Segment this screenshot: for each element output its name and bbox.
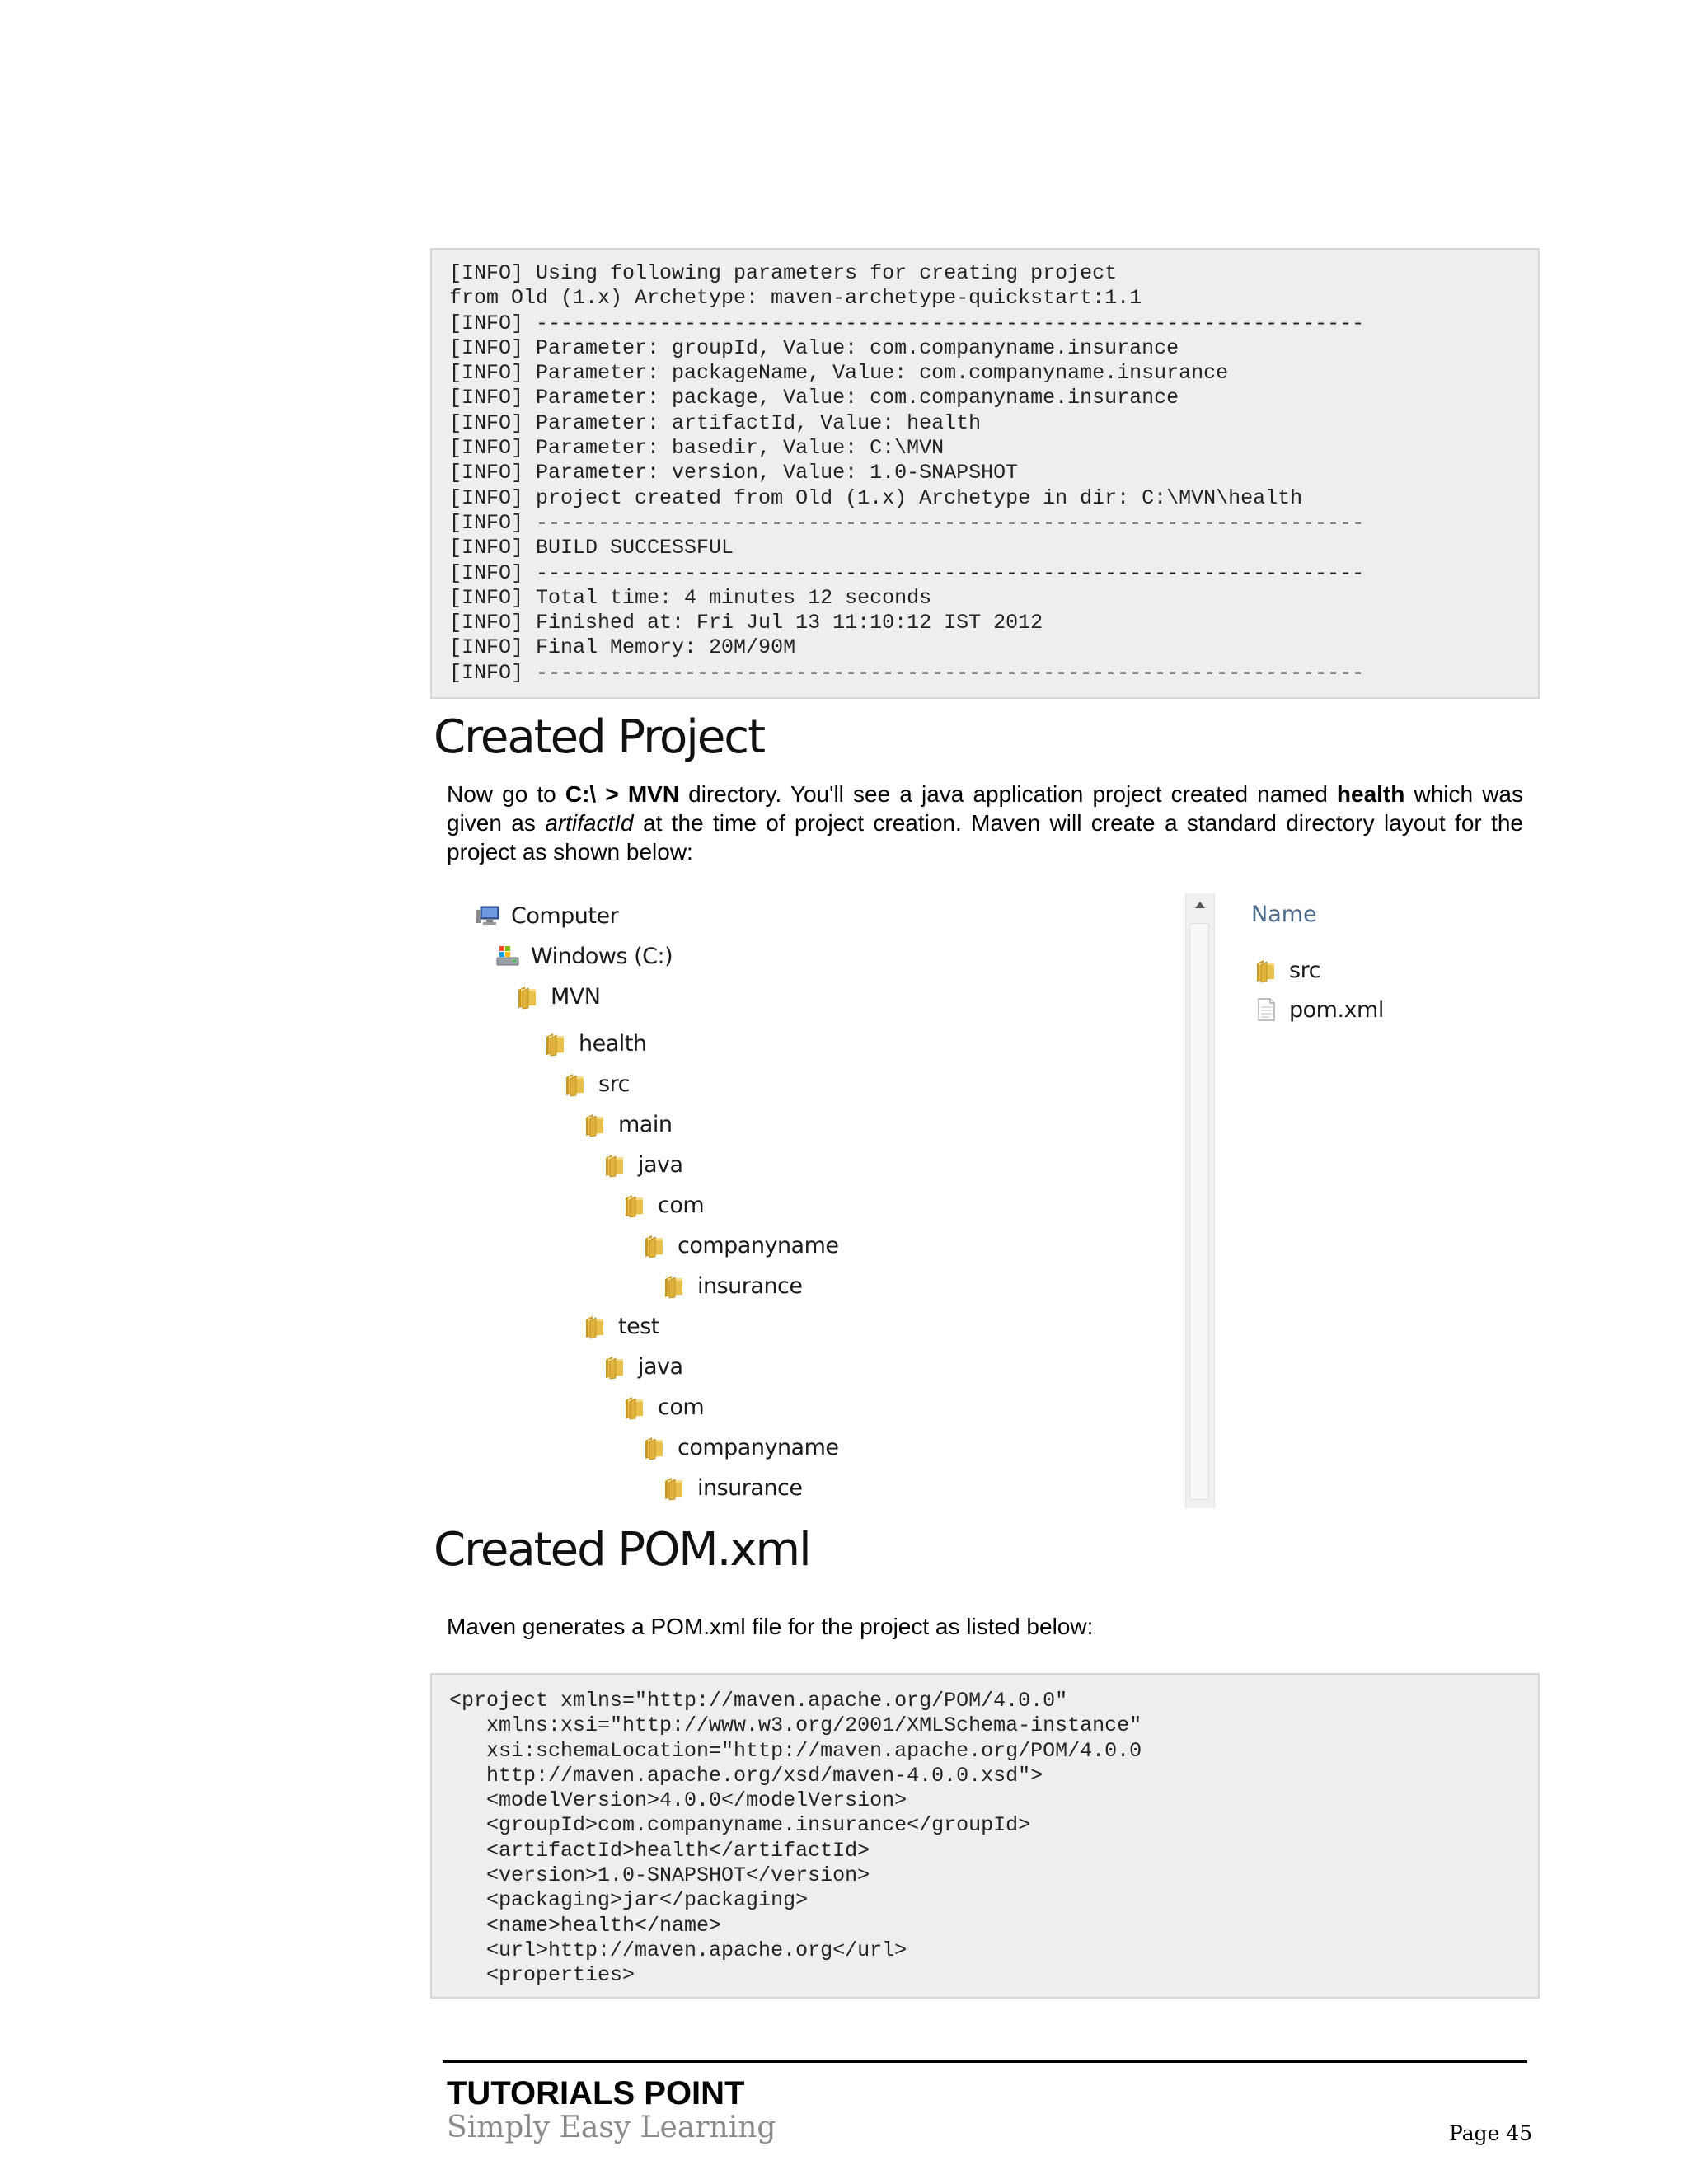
- tree-item-companyname[interactable]: [641, 1226, 839, 1264]
- console-line: [INFO] Parameter: packageName, Value: com.companyname.insurance: [449, 361, 1229, 386]
- pom-code-text: [449, 1689, 1538, 1989]
- tree-item-main[interactable]: [582, 1105, 672, 1143]
- console-line: [INFO] -------------------------------------------------------------------: [449, 660, 1365, 685]
- tree-item-java[interactable]: [602, 1347, 683, 1385]
- tree-item-insurance[interactable]: [661, 1469, 803, 1507]
- footer-brand: TUTORIALS POINT: [447, 2075, 745, 2111]
- pom-code-line: <artifactId>health</artifactId>: [486, 1838, 870, 1863]
- console-line: from Old (1.x) Archetype: maven-archetype-quickstart:1.1: [449, 286, 1142, 311]
- para-text: which was given as: [447, 781, 1523, 836]
- folder-icon: [602, 1353, 628, 1380]
- footer-divider: [443, 2060, 1527, 2063]
- console-line: [INFO] Final Memory: 20M/90M: [449, 635, 796, 660]
- folder-icon: [661, 1272, 687, 1299]
- section-heading-created-pom: Created POM.xml: [434, 1523, 810, 1577]
- pom-code-line: xmlns:xsi="http://www.w3.org/2001/XMLSchema-instance": [486, 1713, 1142, 1738]
- file-item-label: pom.xml: [1289, 996, 1384, 1023]
- tree-item-java[interactable]: [602, 1146, 683, 1183]
- folder-icon: [661, 1474, 687, 1501]
- console-line: [INFO] Using following parameters for creating project: [449, 261, 1118, 285]
- tree-item-label: main: [618, 1111, 673, 1137]
- console-line: [INFO] Finished at: Fri Jul 13 11:10:12 IST 2012: [449, 611, 1043, 635]
- tree-item-label: insurance: [697, 1474, 803, 1501]
- tree-item-label: java: [638, 1353, 683, 1380]
- folder-icon: [542, 1030, 569, 1057]
- file-item-label: src: [1289, 957, 1320, 983]
- pom-code-line: <project xmlns="http://maven.apache.org/POM/4.0.0": [449, 1689, 1068, 1713]
- console-line: [INFO] Parameter: artifactId, Value: health: [449, 410, 982, 435]
- pom-code-line: <version>1.0-SNAPSHOT</version>: [486, 1863, 870, 1888]
- scroll-up-arrow-icon[interactable]: [1195, 902, 1205, 908]
- pom-code-line: <packaging>jar</packaging>: [486, 1888, 809, 1913]
- console-line: [INFO] Parameter: package, Value: com.companyname.insurance: [449, 386, 1179, 410]
- page-number: Page 45: [1449, 2121, 1533, 2145]
- console-line: [INFO] Parameter: version, Value: 1.0-SNAPSHOT: [449, 461, 1019, 485]
- file-icon: [1253, 996, 1279, 1023]
- console-line: [INFO] Parameter: basedir, Value: C:\MVN: [449, 436, 945, 461]
- drive-icon: [495, 943, 521, 969]
- file-item-pom-xml[interactable]: [1253, 991, 1384, 1029]
- folder-icon: [621, 1394, 648, 1420]
- console-line: [INFO] Parameter: groupId, Value: com.companyname.insurance: [449, 335, 1179, 360]
- tree-item-label: test: [618, 1313, 659, 1339]
- para-text: Now go to: [447, 781, 565, 807]
- folder-icon: [582, 1313, 608, 1339]
- folder-icon: [602, 1151, 628, 1178]
- para-bold-project: health: [1336, 781, 1405, 807]
- tree-item-label: src: [598, 1071, 630, 1097]
- folder-content-pane: [1215, 893, 1526, 1508]
- pom-code-line: <modelVersion>4.0.0</modelVersion>: [486, 1788, 907, 1813]
- para-text: directory. You'll see a java application project created named: [679, 781, 1337, 807]
- pom-code-line: <url>http://maven.apache.org</url>: [486, 1938, 907, 1962]
- console-output-block: [430, 248, 1540, 699]
- pom-code-line: <groupId>com.companyname.insurance</groupId>: [486, 1813, 1031, 1838]
- pom-code-line: <properties>: [449, 1963, 635, 1988]
- pom-code-line: http://maven.apache.org/xsd/maven-4.0.0.xsd">: [486, 1763, 1043, 1788]
- console-output-text: [449, 261, 1538, 686]
- explorer-screenshot: [447, 893, 1526, 1508]
- created-project-paragraph: [447, 780, 1523, 866]
- folder-icon: [514, 983, 541, 1010]
- tree-item-label: com: [658, 1192, 705, 1218]
- pom-code-block: [430, 1673, 1540, 1999]
- footer-tagline: Simply Easy Learning: [447, 2111, 776, 2144]
- tree-item-src[interactable]: [562, 1065, 630, 1103]
- tree-item-test[interactable]: [582, 1307, 659, 1345]
- tree-item-label: companyname: [678, 1434, 839, 1460]
- pom-code-line: xsi:schemaLocation="http://maven.apache.org/POM/4.0.0: [486, 1738, 1142, 1763]
- created-pom-paragraph: Maven generates a POM.xml file for the project as listed below:: [447, 1614, 1094, 1639]
- folder-icon: [621, 1192, 648, 1218]
- para-italic-artifactid: artifactId: [545, 810, 634, 836]
- pom-code-line: <name>health</name>: [486, 1913, 722, 1938]
- folder-icon: [562, 1071, 588, 1097]
- console-line: [INFO] Total time: 4 minutes 12 seconds: [449, 585, 932, 610]
- console-line: [INFO] -------------------------------------------------------------------: [449, 311, 1365, 335]
- tree-item-label: companyname: [678, 1232, 839, 1258]
- tree-item-insurance[interactable]: [661, 1267, 803, 1305]
- console-line: [INFO] BUILD SUCCESSFUL: [449, 536, 734, 560]
- tree-item-label: java: [638, 1151, 683, 1178]
- tree-item-label: Windows (C:): [531, 943, 673, 969]
- navigation-tree: [447, 893, 1185, 1508]
- tree-item-computer[interactable]: [475, 897, 618, 935]
- section-heading-created-project: Created Project: [434, 710, 765, 764]
- tree-item-label: insurance: [697, 1272, 803, 1299]
- computer-icon: [475, 902, 501, 929]
- tree-scrollbar[interactable]: [1185, 893, 1215, 1508]
- folder-icon: [641, 1232, 668, 1258]
- file-item-src[interactable]: [1253, 951, 1320, 989]
- name-column-header[interactable]: Name: [1251, 902, 1317, 927]
- scroll-thumb[interactable]: [1189, 923, 1209, 1500]
- tree-item-com[interactable]: [621, 1186, 704, 1224]
- tree-item-health[interactable]: [542, 1024, 646, 1062]
- tree-item-label: MVN: [551, 983, 601, 1010]
- console-line: [INFO] -------------------------------------------------------------------: [449, 560, 1365, 585]
- folder-icon: [1253, 957, 1279, 983]
- console-line: [INFO] -------------------------------------------------------------------: [449, 510, 1365, 535]
- tree-item-windows-c[interactable]: [495, 937, 673, 975]
- para-bold-path: C:\ > MVN: [565, 781, 680, 807]
- folder-icon: [641, 1434, 668, 1460]
- folder-icon: [582, 1111, 608, 1137]
- tree-item-label: health: [579, 1030, 647, 1057]
- console-line: [INFO] project created from Old (1.x) Archetype in dir: C:\MVN\health: [449, 485, 1303, 510]
- para-text: at the time of project creation. Maven will create a standard directory layout for the project as shown below:: [447, 810, 1524, 865]
- tree-item-mvn[interactable]: [514, 977, 600, 1015]
- tree-item-label: com: [658, 1394, 705, 1420]
- tree-item-companyname[interactable]: [641, 1428, 839, 1466]
- tree-item-com[interactable]: [621, 1388, 704, 1426]
- tree-item-label: Computer: [511, 902, 619, 929]
